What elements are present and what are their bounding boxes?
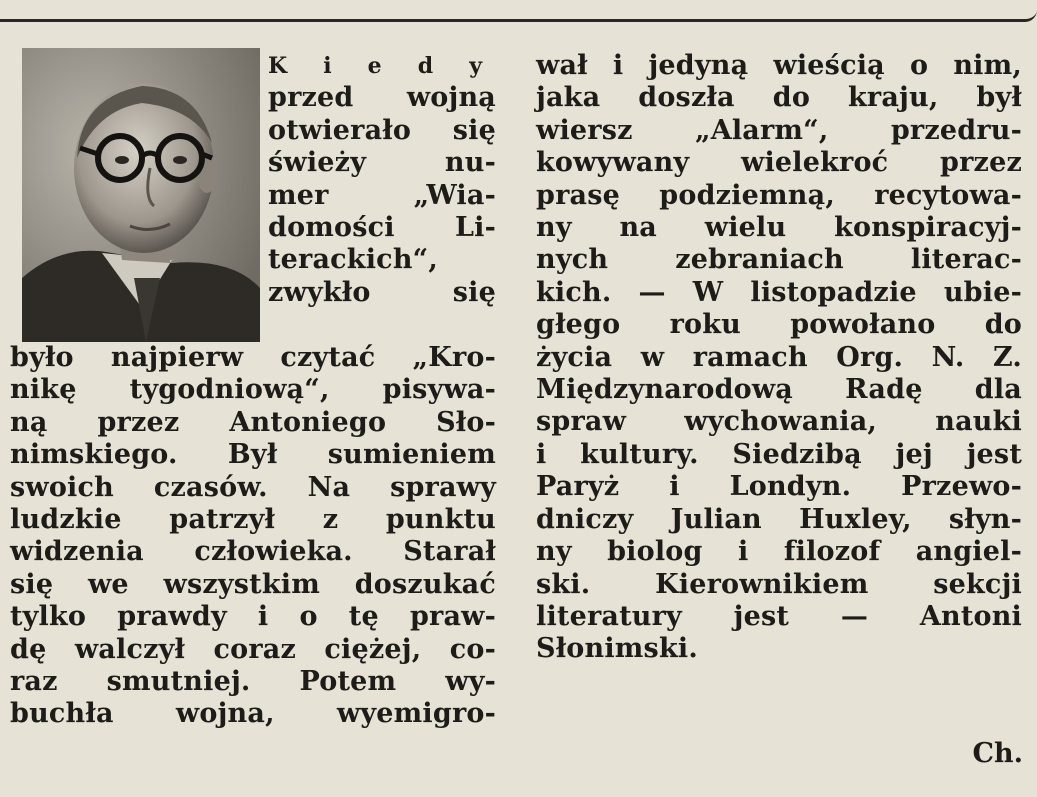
text-line: spraw wychowania, nauki bbox=[536, 406, 1022, 438]
text-line: ną przez Antoniego Sło- bbox=[10, 406, 496, 438]
text-line: nych zebraniach literac- bbox=[536, 244, 1022, 276]
text-line: nikę tygodniową“, pisywa- bbox=[10, 374, 496, 406]
text-line: K i e d y bbox=[268, 53, 496, 79]
column-1-below-photo bbox=[10, 342, 496, 731]
text-line: Paryż i Londyn. Przewo- bbox=[536, 471, 1022, 503]
text-line: Międzynarodową Radę dla bbox=[536, 374, 1022, 406]
text-line: prasę podziemną, recytowa- bbox=[536, 179, 1022, 211]
text-line: świeży nu- bbox=[268, 147, 496, 179]
text-line: dę walczył coraz ciężej, co- bbox=[10, 633, 496, 665]
portrait-photo bbox=[22, 48, 260, 342]
text-line: zwykło się bbox=[268, 276, 496, 308]
text-line: ny na wielu konspiracyj- bbox=[536, 212, 1022, 244]
text-line: wiersz „Alarm“, przedru- bbox=[536, 114, 1022, 146]
text-line: terackich“, bbox=[268, 244, 438, 276]
text-line: życia w ramach Org. N. Z. bbox=[536, 341, 1022, 373]
text-line: widzenia człowieka. Starał bbox=[10, 536, 496, 568]
text-line: kich. — W listopadzie ubie- bbox=[536, 276, 1022, 308]
text-line: się we wszystkim doszukać bbox=[10, 568, 496, 600]
text-line: dniczy Julian Huxley, słyn- bbox=[536, 503, 1022, 535]
text-line: wał i jedyną wieścią o nim, bbox=[536, 50, 1022, 81]
top-border-rule bbox=[0, 0, 1037, 22]
text-line: tylko prawdy i o tę praw- bbox=[10, 601, 496, 633]
text-line: raz smutniej. Potem wy- bbox=[10, 666, 496, 698]
text-line: Słonimski. bbox=[536, 633, 698, 665]
text-line: kowywany wielekroć przez bbox=[536, 147, 1022, 179]
column-1-beside-photo bbox=[268, 50, 496, 309]
text-line: literatury jest — Antoni bbox=[536, 600, 1022, 632]
text-line: głego roku powołano do bbox=[536, 309, 1022, 341]
text-line: buchła wojna, wyemigro- bbox=[10, 698, 496, 730]
text-line: domości Li- bbox=[268, 212, 496, 244]
text-line: swoich czasów. Na sprawy bbox=[10, 471, 496, 503]
text-line: przed wojną bbox=[268, 82, 496, 114]
text-line: ny biolog i filozof angiel- bbox=[536, 536, 1022, 568]
column-2 bbox=[536, 50, 1022, 666]
text-line: nimskiego. Był sumieniem bbox=[10, 439, 496, 471]
text-line: było najpierw czytać „Kro- bbox=[10, 342, 496, 373]
text-line: ski. Kierownikiem sekcji bbox=[536, 568, 1022, 600]
text-line: jaka doszła do kraju, był bbox=[536, 82, 1022, 114]
text-line: mer „Wia- bbox=[268, 179, 496, 211]
author-signature: Ch. bbox=[972, 738, 1023, 769]
text-line: otwierało się bbox=[268, 114, 496, 146]
text-line: i kultury. Siedzibą jej jest bbox=[536, 438, 1022, 470]
text-line: ludzkie patrzył z punktu bbox=[10, 504, 496, 536]
